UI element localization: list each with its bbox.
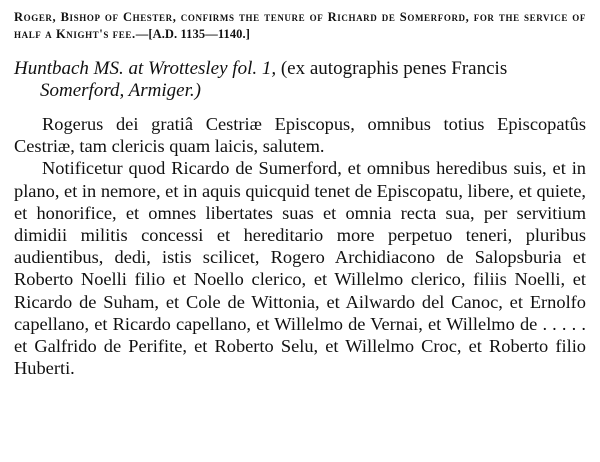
source-note-line1: (ex autographis penes Francis	[280, 58, 508, 79]
source-folio: fol. 1,	[232, 58, 277, 79]
charter-paragraph-grant: Notificetur quod Ricardo de Sumerford, et omnibus heredibus suis, et in plano, et in nemore, et in aquis quicquid tenet de Episcopatu, libere, et quiete, et honorifice, et omnes libertates suas et omnia recta sua, per servitium dimidii militis concessi et hereditario more perpetuo teneri, pluribus audientibus, dedi, istis scilicet, Rogero Archidiacono de Salopsburia et Roberto Noelli filio et Noello clerico, et Willelmo clerico, filiis Noelli, et Ricardo de Suham, et Cole de Wittonia, et Ailwardo del Canoc, et Ernolfo capellano, et Ricardo capellano, et Willelmo de Vernai, et Willelmo de . . . . . et Galfrido de Perifite, et Roberto Selu, et Willelmo Croc, et Roberto filio Huberti.	[14, 158, 586, 379]
charter-text	[14, 113, 586, 379]
heading-date: —[A.D. 1135—1140.]	[135, 27, 251, 41]
charter-paragraph-salutation: Rogerus dei gratiâ Cestriæ Episcopus, omnibus totius Episcopatûs Cestriæ, tam clericis quam laicis, salutem.	[14, 114, 586, 157]
charter-heading	[14, 9, 586, 43]
heading-title: Roger, Bishop of Chester, confirms the tenure of Richard de Somerford, for the service of half a Knight's fee.	[14, 10, 586, 41]
source-manuscript: Huntbach MS. at Wrottesley	[14, 58, 228, 79]
source-note-line2: Somerford, Armiger.)	[40, 80, 201, 101]
source-citation	[14, 58, 594, 102]
